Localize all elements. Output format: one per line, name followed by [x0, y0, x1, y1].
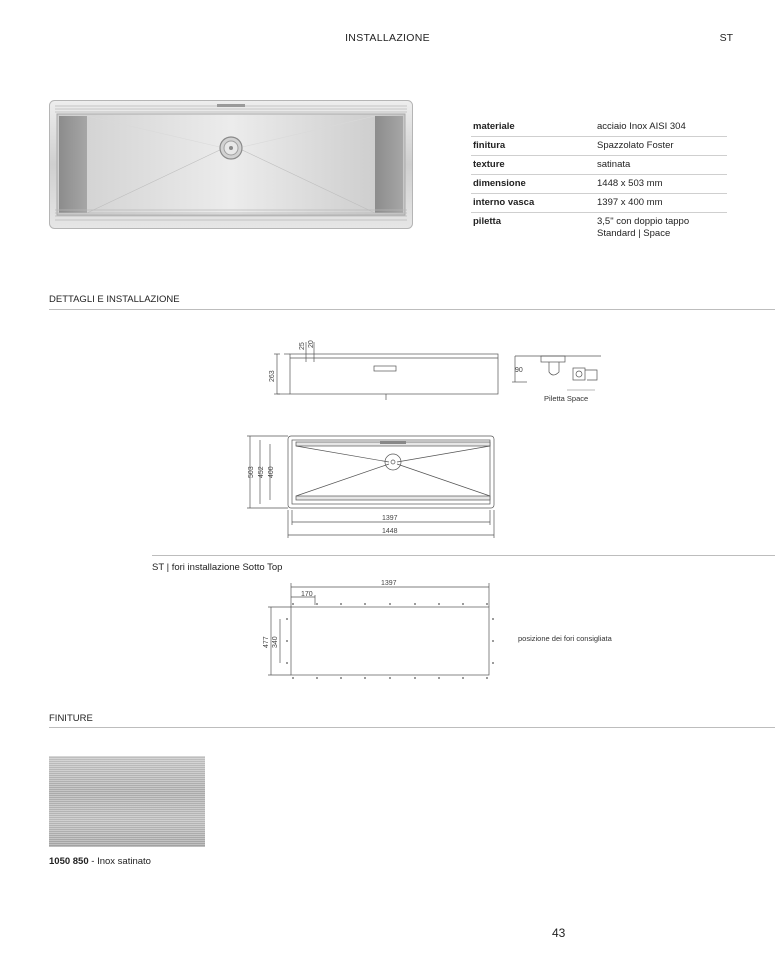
dim-20: 20	[308, 340, 315, 348]
section-title-finishes: FINITURE	[49, 713, 93, 724]
drain-drawing	[507, 350, 617, 406]
dim-90: 90	[515, 367, 523, 374]
spec-label: finitura	[471, 137, 595, 156]
specs-table	[471, 118, 727, 243]
dim-452: 452	[258, 466, 265, 478]
dim-263: 263	[269, 370, 276, 382]
spec-row	[471, 118, 727, 137]
section-divider	[49, 727, 775, 728]
spec-row	[471, 156, 727, 175]
spec-label: materiale	[471, 118, 595, 137]
finish-swatch	[49, 756, 205, 847]
spec-value-line2: Standard | Space	[597, 228, 671, 239]
spec-value: acciaio Inox AISI 304	[595, 118, 727, 137]
install-title: ST | fori installazione Sotto Top	[152, 562, 283, 573]
spec-row	[471, 137, 727, 156]
spec-value: Spazzolato Foster	[595, 137, 727, 156]
spec-label: texture	[471, 156, 595, 175]
side-section-drawing	[262, 334, 512, 406]
dim-1397: 1397	[382, 515, 398, 522]
spec-value-line1: 3,5" con doppio tappo	[597, 216, 690, 227]
top-view-drawing	[242, 430, 502, 542]
spec-value	[595, 213, 727, 244]
spec-row	[471, 194, 727, 213]
dim-1448: 1448	[382, 528, 398, 535]
holes-note: posizione dei fori consigliata	[518, 634, 612, 643]
dim-holes-1397: 1397	[381, 580, 397, 587]
spec-label: piletta	[473, 216, 501, 227]
dim-477: 477	[263, 636, 270, 648]
spec-value: 1448 x 503 mm	[595, 175, 727, 194]
spec-label: dimensione	[471, 175, 595, 194]
finish-caption	[49, 856, 151, 867]
spec-row	[471, 213, 727, 244]
page-number: 43	[552, 926, 566, 940]
spec-value: satinata	[595, 156, 727, 175]
sink-photo	[49, 100, 413, 229]
dim-170: 170	[301, 591, 313, 598]
holes-drawing	[255, 577, 505, 681]
section-divider	[49, 309, 775, 310]
dim-503: 503	[248, 466, 255, 478]
spec-label: interno vasca	[471, 194, 595, 213]
spec-value: 1397 x 400 mm	[595, 194, 727, 213]
finish-code: 1050 850	[49, 856, 89, 867]
finish-name: - Inox satinato	[88, 856, 151, 867]
install-divider	[152, 555, 775, 556]
dim-25: 25	[299, 342, 306, 350]
spec-row	[471, 175, 727, 194]
dim-340: 340	[272, 636, 279, 648]
model-code: ST	[719, 32, 733, 44]
section-title-details: DETTAGLI E INSTALLAZIONE	[49, 294, 180, 305]
dim-400: 400	[268, 466, 275, 478]
page-title: INSTALLAZIONE	[345, 32, 430, 44]
drain-label: Piletta Space	[544, 394, 589, 403]
